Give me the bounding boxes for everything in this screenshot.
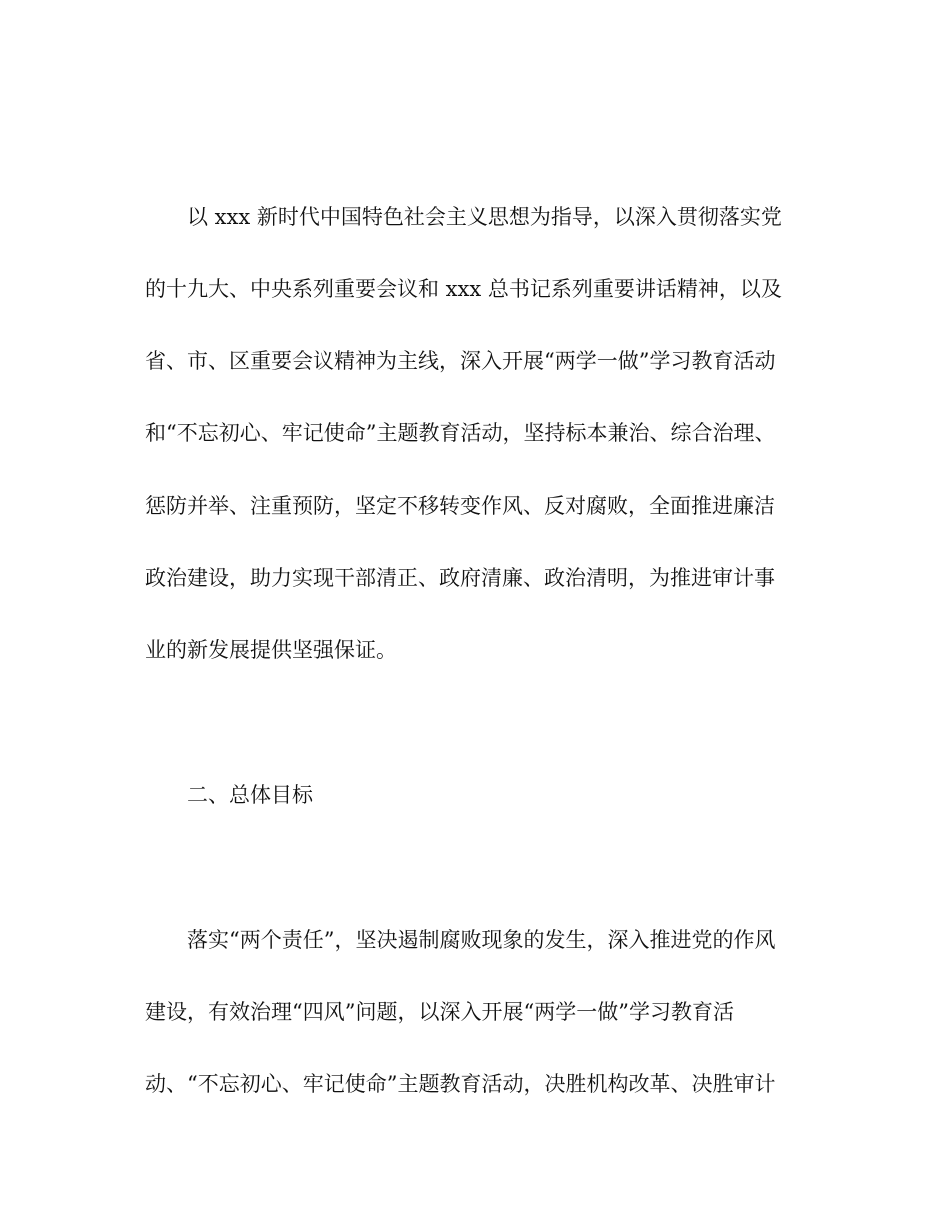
paragraph-2-line-3: 动、“不忘初心、牢记使命”主题教育活动，决胜机构改革、决胜审计 (145, 1072, 776, 1096)
paragraph-1-line-4: 和“不忘初心、牢记使命”主题教育活动，坚持标本兼治、综合治理、 (145, 421, 776, 445)
paragraph-2-line-2: 建设，有效治理“四风”问题，以深入开展“两学一做”学习教育活 (145, 1000, 734, 1024)
paragraph-1-line-2: 的十九大、中央系列重要会议和 xxx 总书记系列重要讲话精神，以及 (145, 277, 782, 301)
paragraph-2-line-1: 落实“两个责任”，坚决遏制腐败现象的发生，深入推进党的作风 (187, 928, 776, 952)
paragraph-1-line-7: 业的新发展提供坚强保证。 (145, 638, 397, 662)
section-heading: 二、总体目标 (187, 783, 313, 807)
paragraph-1-line-1: 以 xxx 新时代中国特色社会主义思想为指导，以深入贯彻落实党 (187, 205, 782, 229)
paragraph-1-line-6: 政治建设，助力实现干部清正、政府清廉、政治清明，为推进审计事 (145, 566, 775, 590)
paragraph-1-line-5: 惩防并举、注重预防，坚定不移转变作风、反对腐败，全面推进廉洁 (145, 494, 775, 518)
paragraph-1-line-3: 省、市、区重要会议精神为主线，深入开展“两学一做”学习教育活动 (145, 349, 776, 373)
